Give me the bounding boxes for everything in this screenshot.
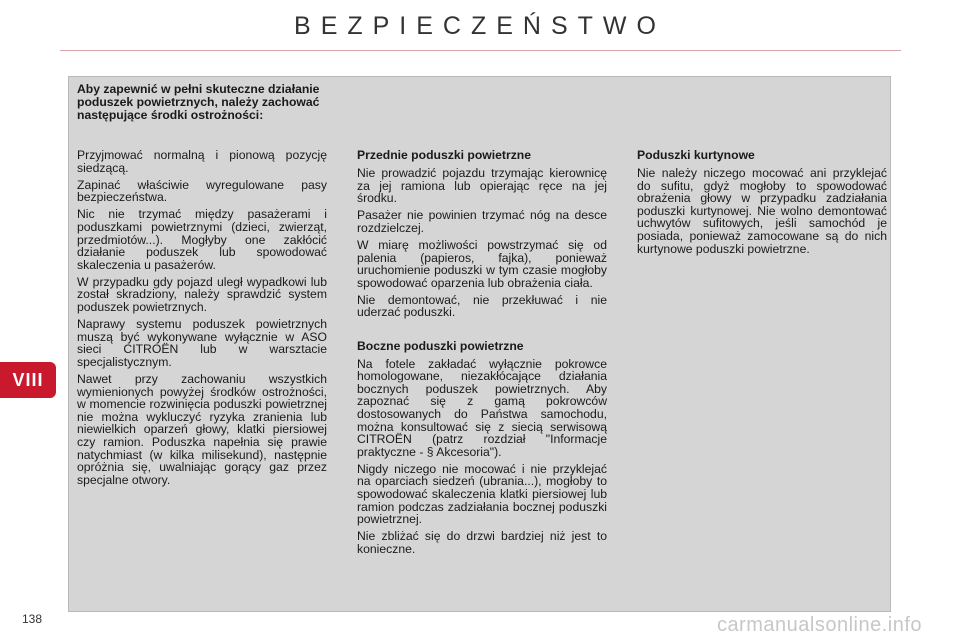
page-number: 138 [22,612,43,626]
paragraph: Zapinać właściwie wyregulowane pasy bezpieczeństwa. [77,177,327,205]
column-general [77,149,327,491]
section-heading-side: Boczne poduszki powietrzne [357,338,524,353]
column-curtain-airbags [637,149,887,260]
paragraph: Nigdy niczego nie mocować i nie przyklejać na oparciach siedzeń (ubrania...), mogłoby to spowodować skaleczenia klatki piersiowej lub ramion podczas zadziałania bocznej poduszki powietrznej. [357,461,607,527]
column-front-side-airbags [357,149,607,560]
paragraph: Nawet przy zachowaniu wszystkich wymienionych powyżej środków ostrożności, w momencie rozwinięcia poduszki powietrznej nie można wykluczyć ryzyka zranienia lub niewielkich oparzeń głowy, klatki piersiowej czy ramion. Poduszka napełnia się prawie natychmiast (w kilka milisekund), następnie opróżnia się, uwalniając gorący gaz przez specjalne otwory. [77,372,327,487]
paragraph: W miarę możliwości powstrzymać się od palenia (papieros, fajka), ponieważ uruchomienie poduszki w tym czasie mogłoby spowodować oparzenia lub obrażenia ciała. [357,237,607,290]
paragraph: Nie prowadzić pojazdu trzymając kierownicę za jej ramiona lub opierając ręce na jej środku. [357,166,607,206]
section-heading-front: Przednie poduszki powietrzne [357,148,532,162]
paragraph: W przypadku gdy pojazd uległ wypadkowi lub został skradziony, należy sprawdzić system poduszek powietrznych. [77,274,327,315]
watermark-link[interactable]: carmanualsonline.info [716,614,922,636]
paragraph: Nie demontować, nie przekłuwać i nie uderzać poduszki. [357,292,607,320]
paragraph: Nie zbliżać się do drzwi bardziej niż jest to konieczne. [357,529,607,556]
chapter-tab: VIII [0,362,56,398]
paragraph: Pasażer nie powinien trzymać nóg na desce rozdzielczej. [357,208,607,235]
paragraph: Nic nie trzymać między pasażerami i poduszkami powietrznymi (dzieci, zwierząt, przedmiotów...). Mogłyby one zakłócić działanie poduszek lub spowodować skaleczenia u pasażerów. [77,207,327,272]
paragraph: Nie należy niczego mocować ani przyklejać do sufitu, gdyż mogłoby to spowodować obrażenia głowy w przypadku zadziałania poduszki kurtynowej. Nie wolno demontować uchwytów sufitowych, jeśli samochód je posiada, ponieważ zamocowane są do nich kurtynowe poduszki powietrzne. [637,166,887,256]
paragraph: Przyjmować normalną i pionową pozycję siedzącą. [77,148,327,175]
section-heading-curtain: Poduszki kurtynowe [637,148,755,162]
paragraph: Na fotele zakładać wyłącznie pokrowce homologowane, niezakłócające działania bocznych poduszek powietrznych. Aby zapoznać się z gamą pokrowców dostosowanych do Państwa samochodu, można konsultować się z siecią serwisową CITROËN (patrz rozdział "Informacje praktyczne - § Akcesoria"). [357,356,607,459]
title-divider [60,50,901,51]
content-panel [68,76,891,612]
intro-heading: Aby zapewnić w pełni skuteczne działanie poduszek powietrznych, należy zachować następujące środki ostrożności: [77,82,320,122]
paragraph: Naprawy systemu poduszek powietrznych muszą być wykonywane wyłącznie w ASO sieci CITROËN lub w warsztacie specjalistycznym. [77,317,327,369]
page-title: BEZPIECZEŃSTWO [294,12,666,40]
